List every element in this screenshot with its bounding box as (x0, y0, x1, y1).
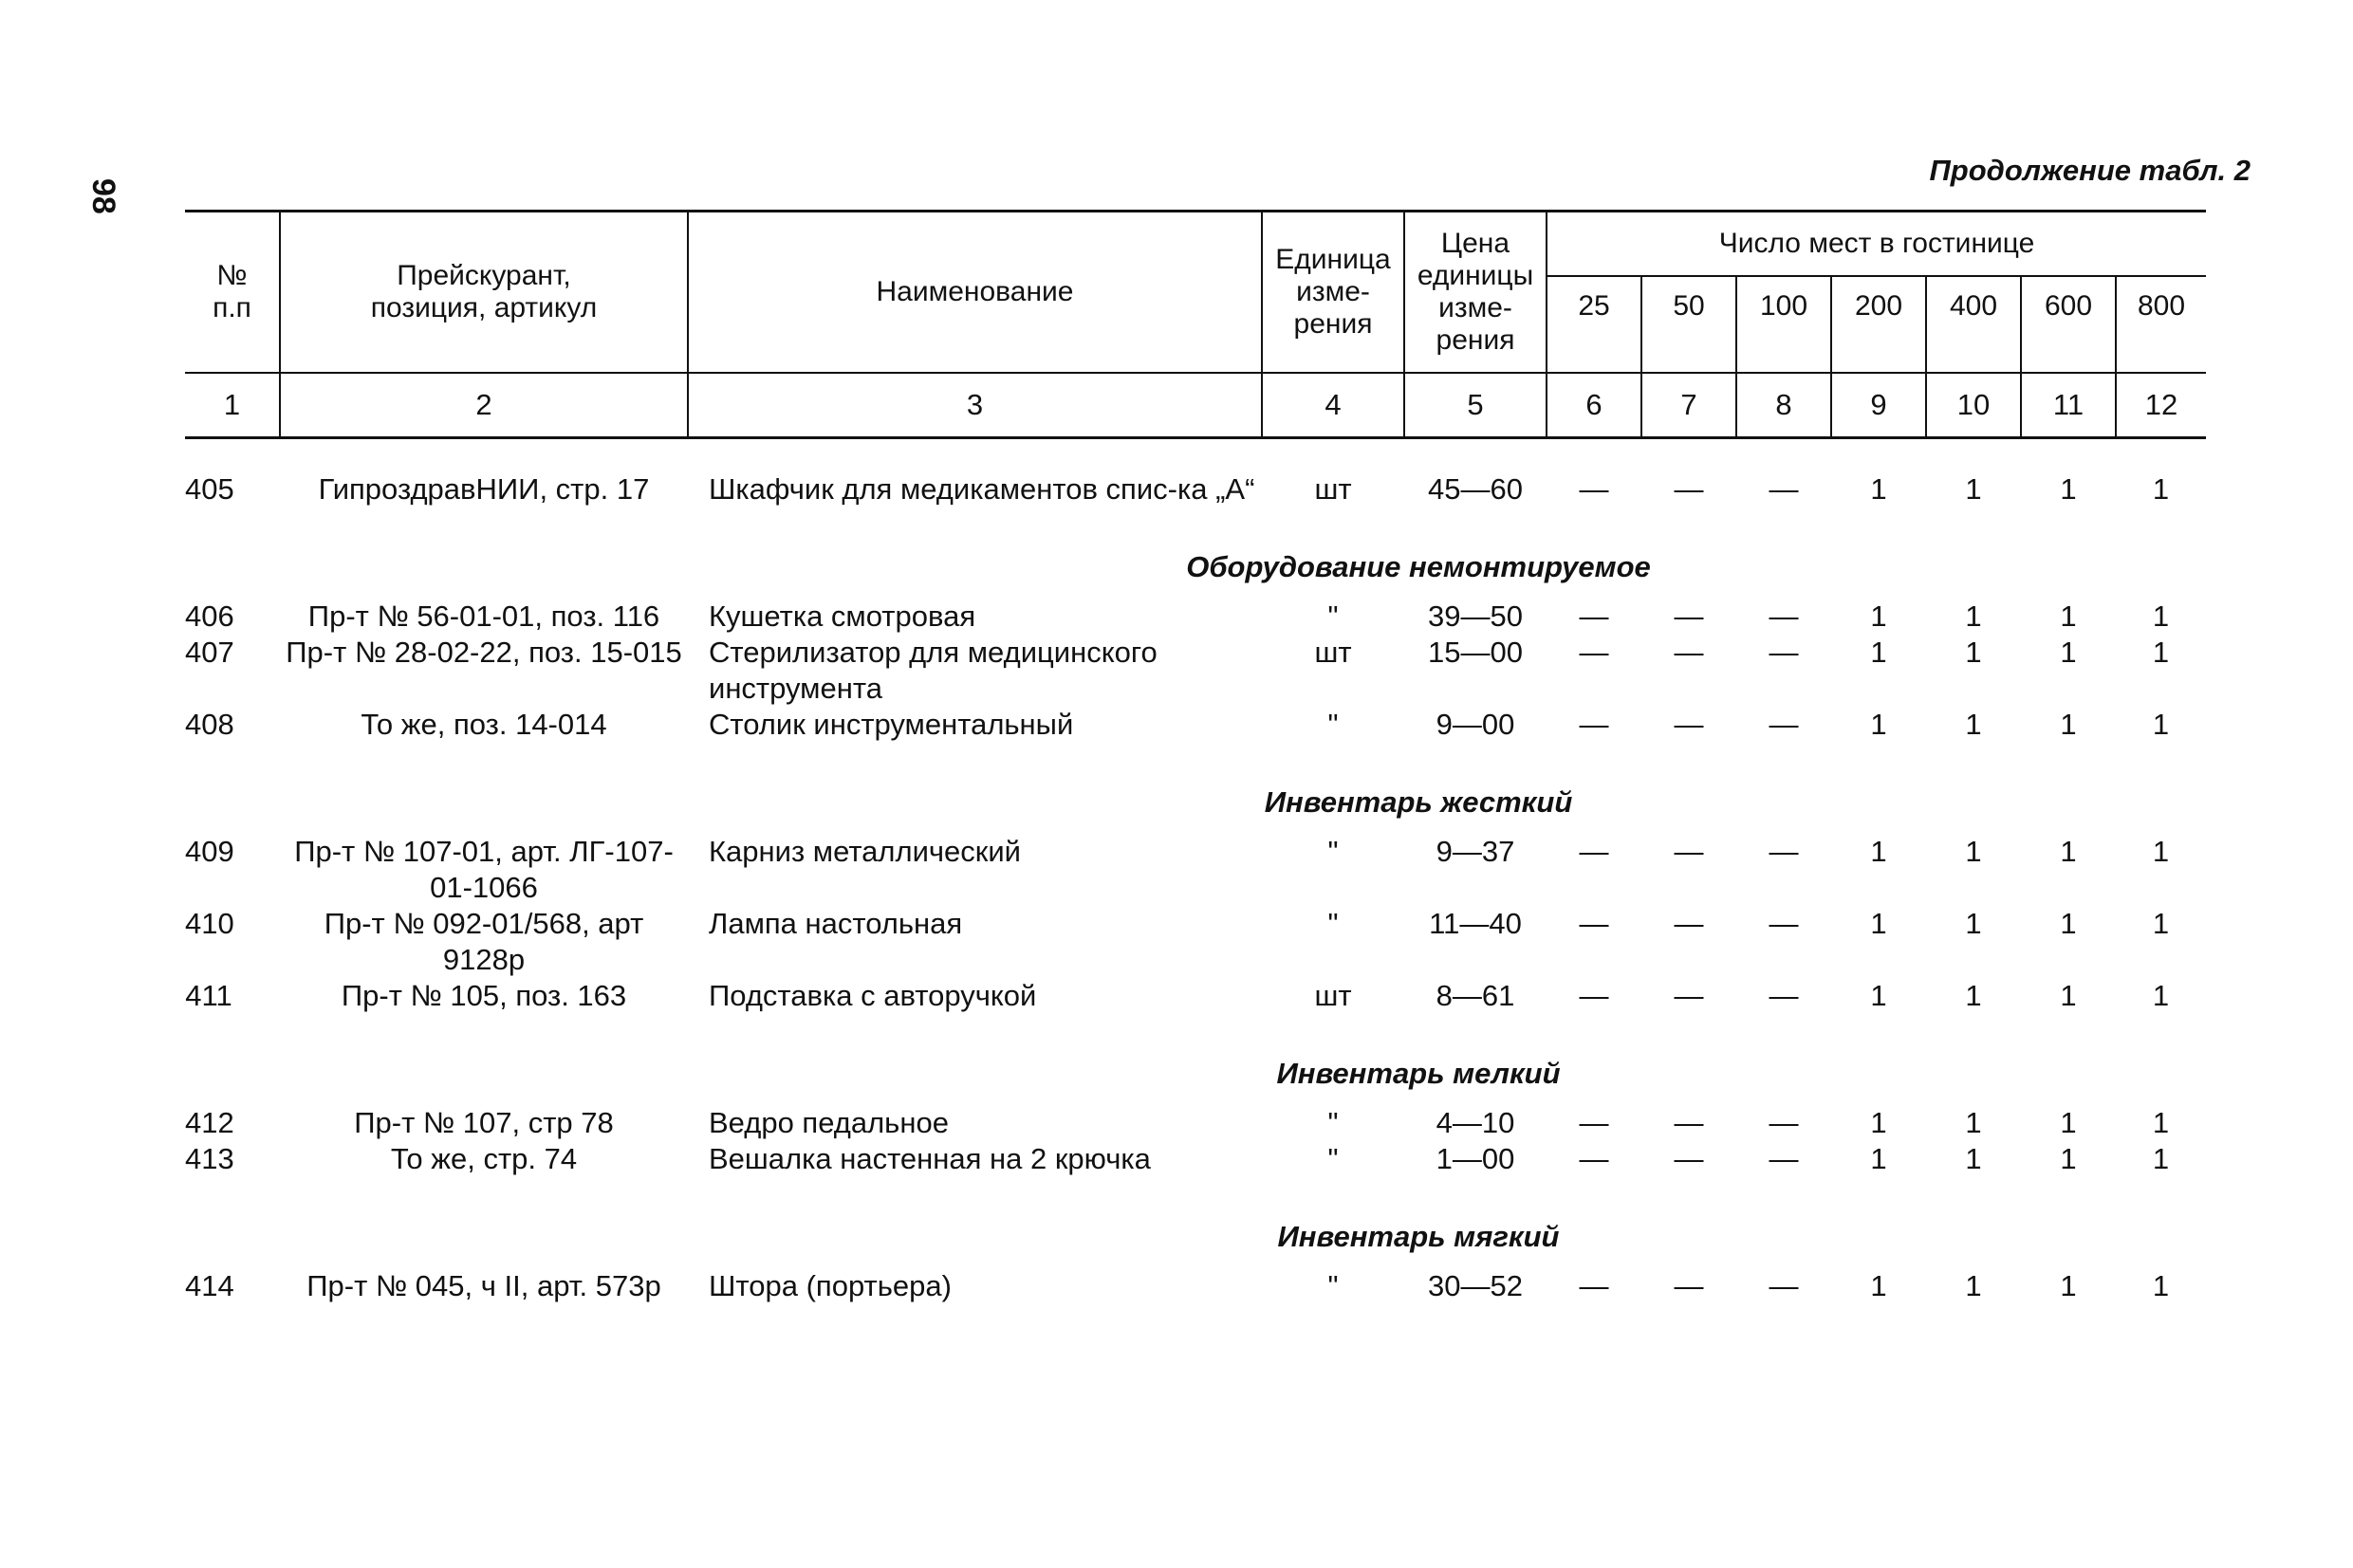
item-quantity: 1 (2152, 707, 2170, 741)
item-price-list-ref: Пр-т № 092-01/568, арт 9128р (324, 906, 644, 976)
section-heading-row (185, 536, 2206, 599)
item-price: 8—61 (1436, 978, 1515, 1012)
item-quantity: 1 (2060, 1105, 2077, 1139)
item-unit: шт (1314, 978, 1352, 1012)
item-number: 410 (185, 906, 234, 940)
column-number: 3 (688, 373, 1262, 438)
item-number: 412 (185, 1105, 234, 1139)
item-quantity: 1 (1870, 707, 1887, 741)
item-quantity: 1 (2152, 978, 2170, 1012)
section-heading-row (185, 1042, 2206, 1105)
table-row (185, 1141, 2206, 1177)
item-quantity: — (1579, 635, 1609, 669)
item-quantity: 1 (2152, 834, 2170, 868)
header-places-100: 100 (1736, 276, 1831, 373)
item-quantity: — (1674, 906, 1704, 940)
item-quantity: 1 (2060, 599, 2077, 633)
section-title: Инвентарь жесткий (1264, 784, 1573, 819)
header-price-list: Прейскурант, позиция, артикул (280, 212, 688, 373)
table-row (185, 635, 2206, 707)
item-number: 414 (185, 1268, 234, 1302)
item-quantity: — (1769, 834, 1799, 868)
item-name: Штора (портьера) (709, 1268, 952, 1302)
item-quantity: — (1769, 635, 1799, 669)
item-quantity: — (1769, 1141, 1799, 1175)
item-unit: " (1327, 707, 1339, 741)
price-table-sheet (185, 210, 2206, 1304)
item-unit: " (1327, 834, 1339, 868)
table-row (185, 1105, 2206, 1141)
item-number: 406 (185, 599, 234, 633)
item-price-list-ref: Пр-т № 28-02-22, поз. 15-015 (286, 635, 682, 669)
item-quantity: 1 (2152, 1141, 2170, 1175)
table-row (185, 707, 2206, 743)
column-number: 11 (2021, 373, 2116, 438)
item-quantity: 1 (1965, 599, 1982, 633)
table-row (185, 978, 2206, 1014)
item-quantity: — (1579, 707, 1609, 741)
item-number: 413 (185, 1141, 234, 1175)
item-quantity: 1 (1870, 1141, 1887, 1175)
section-title: Оборудование немонтируемое (1186, 549, 1651, 583)
table-body (185, 437, 2206, 1304)
header-unit: Единица изме-рения (1262, 212, 1404, 373)
item-name: Карниз металлический (709, 834, 1021, 868)
section-title: Инвентарь мягкий (1277, 1219, 1560, 1253)
item-quantity: — (1674, 635, 1704, 669)
item-quantity: — (1769, 906, 1799, 940)
item-quantity: — (1674, 707, 1704, 741)
item-quantity: 1 (1965, 1105, 1982, 1139)
item-quantity: 1 (2152, 1105, 2170, 1139)
item-unit: " (1327, 1105, 1339, 1139)
item-quantity: — (1674, 1268, 1704, 1302)
item-quantity: 1 (2060, 834, 2077, 868)
item-name: Стерилизатор для медицинского инструмента (709, 635, 1158, 705)
header-places-600: 600 (2021, 276, 2116, 373)
item-unit: " (1327, 1268, 1339, 1302)
item-price-list-ref: Пр-т № 045, ч II, арт. 573р (306, 1268, 661, 1302)
table-row (185, 599, 2206, 635)
item-price: 9—37 (1436, 834, 1515, 868)
item-quantity: 1 (2060, 635, 2077, 669)
item-quantity: 1 (1965, 834, 1982, 868)
item-number: 407 (185, 635, 234, 669)
item-price-list-ref: Пр-т № 107-01, арт. ЛГ-107-01-1066 (294, 834, 674, 904)
item-quantity: 1 (1965, 978, 1982, 1012)
column-number: 12 (2116, 373, 2206, 438)
item-quantity: 1 (1870, 1268, 1887, 1302)
item-name: Ведро педальное (709, 1105, 949, 1139)
item-name: Вешалка настенная на 2 крючка (709, 1141, 1151, 1175)
item-quantity: 1 (2152, 906, 2170, 940)
item-name: Шкафчик для медикаментов спис-ка „А“ (709, 471, 1255, 506)
item-quantity: 1 (1965, 707, 1982, 741)
item-quantity: 1 (1965, 1141, 1982, 1175)
table-row (185, 1268, 2206, 1304)
item-quantity: 1 (1870, 906, 1887, 940)
column-number: 5 (1404, 373, 1547, 438)
item-unit: " (1327, 906, 1339, 940)
item-price: 15—00 (1428, 635, 1523, 669)
price-table (185, 210, 2206, 1304)
item-quantity: — (1579, 1141, 1609, 1175)
column-number: 2 (280, 373, 688, 438)
column-number: 1 (185, 373, 280, 438)
item-quantity: 1 (1870, 635, 1887, 669)
column-number: 8 (1736, 373, 1831, 438)
item-name: Столик инструментальный (709, 707, 1074, 741)
item-price: 1—00 (1436, 1141, 1515, 1175)
item-quantity: — (1579, 471, 1609, 506)
item-unit: " (1327, 599, 1339, 633)
item-price: 11—40 (1429, 906, 1522, 940)
header-price: Цена единицы изме-рения (1404, 212, 1547, 373)
item-quantity: 1 (2060, 471, 2077, 506)
item-price: 30—52 (1428, 1268, 1523, 1302)
item-quantity: 1 (2060, 1141, 2077, 1175)
item-quantity: 1 (1870, 834, 1887, 868)
item-quantity: 1 (1965, 1268, 1982, 1302)
item-quantity: — (1674, 834, 1704, 868)
column-number: 10 (1926, 373, 2021, 438)
item-price-list-ref: Пр-т № 107, стр 78 (354, 1105, 614, 1139)
item-quantity: — (1769, 1268, 1799, 1302)
table-caption: Продолжение табл. 2 (1929, 154, 2251, 187)
column-number: 4 (1262, 373, 1404, 438)
item-quantity: — (1769, 1105, 1799, 1139)
item-quantity: 1 (2060, 978, 2077, 1012)
item-quantity: — (1674, 599, 1704, 633)
header-name: Наименование (688, 212, 1262, 373)
item-quantity: 1 (2060, 1268, 2077, 1302)
table-row (185, 834, 2206, 906)
item-number: 408 (185, 707, 234, 741)
item-quantity: — (1579, 599, 1609, 633)
item-quantity: 1 (1870, 1105, 1887, 1139)
item-quantity: 1 (1965, 635, 1982, 669)
item-quantity: — (1579, 906, 1609, 940)
item-quantity: 1 (1870, 599, 1887, 633)
header-places-200: 200 (1831, 276, 1926, 373)
column-number-row (185, 373, 2206, 438)
item-quantity: 1 (1965, 471, 1982, 506)
item-quantity: 1 (1870, 471, 1887, 506)
item-price-list-ref: Пр-т № 56-01-01, поз. 116 (307, 599, 660, 633)
item-price-list-ref: Пр-т № 105, поз. 163 (341, 978, 627, 1012)
item-quantity: — (1674, 978, 1704, 1012)
item-price: 45—60 (1428, 471, 1523, 506)
item-quantity: 1 (1965, 906, 1982, 940)
section-title: Инвентарь мелкий (1276, 1056, 1561, 1090)
item-number: 405 (185, 471, 234, 506)
item-quantity: — (1674, 1105, 1704, 1139)
table-row (185, 471, 2206, 507)
item-price-list-ref: ГипроздравНИИ, стр. 17 (318, 471, 650, 506)
item-price: 4—10 (1436, 1105, 1515, 1139)
item-unit: шт (1314, 471, 1352, 506)
item-name: Лампа настольная (709, 906, 963, 940)
table-row (185, 906, 2206, 978)
item-unit: шт (1314, 635, 1352, 669)
item-quantity: — (1674, 471, 1704, 506)
item-quantity: — (1579, 1268, 1609, 1302)
header-places-25: 25 (1547, 276, 1641, 373)
item-quantity: — (1579, 1105, 1609, 1139)
item-quantity: — (1579, 978, 1609, 1012)
header-places-400: 400 (1926, 276, 2021, 373)
item-quantity: — (1769, 707, 1799, 741)
item-price-list-ref: То же, стр. 74 (390, 1141, 578, 1175)
section-heading-row (185, 1206, 2206, 1268)
item-name: Кушетка смотровая (709, 599, 976, 633)
item-price: 39—50 (1428, 599, 1523, 633)
item-quantity: — (1674, 1141, 1704, 1175)
item-name: Подставка с авторучкой (709, 978, 1037, 1012)
item-quantity: 1 (1870, 978, 1887, 1012)
item-quantity: 1 (2060, 906, 2077, 940)
column-number: 9 (1831, 373, 1926, 438)
item-quantity: 1 (2152, 599, 2170, 633)
header-no: № п.п (185, 212, 280, 373)
item-price: 9—00 (1436, 707, 1515, 741)
item-quantity: 1 (2152, 635, 2170, 669)
column-number: 6 (1547, 373, 1641, 438)
item-unit: " (1327, 1141, 1339, 1175)
item-price-list-ref: То же, поз. 14-014 (361, 707, 607, 741)
column-number: 7 (1641, 373, 1736, 438)
section-heading-row (185, 771, 2206, 834)
header-places-800: 800 (2116, 276, 2206, 373)
page-number: 98 (85, 178, 121, 214)
item-number: 411 (185, 978, 232, 1012)
table-header (185, 212, 2206, 438)
item-quantity: — (1579, 834, 1609, 868)
item-number: 409 (185, 834, 234, 868)
item-quantity: — (1769, 978, 1799, 1012)
item-quantity: — (1769, 471, 1799, 506)
item-quantity: 1 (2152, 471, 2170, 506)
item-quantity: 1 (2152, 1268, 2170, 1302)
header-places-group: Число мест в гостинице (1547, 212, 2206, 276)
item-quantity: 1 (2060, 707, 2077, 741)
item-quantity: — (1769, 599, 1799, 633)
header-places-50: 50 (1641, 276, 1736, 373)
